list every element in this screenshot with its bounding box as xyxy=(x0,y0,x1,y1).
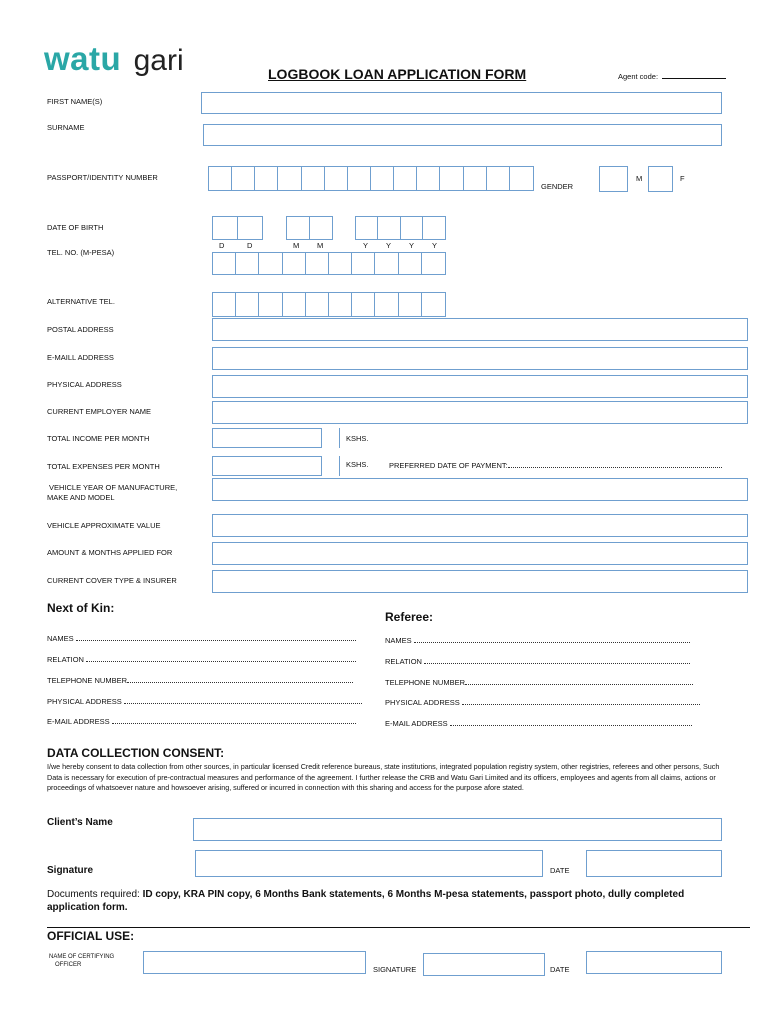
ref-telephone-field[interactable] xyxy=(465,684,693,685)
client-name-label: Client’s Name xyxy=(47,817,113,828)
dob-hint-y4: Y xyxy=(432,241,438,250)
client-date-label: DATE xyxy=(550,866,570,875)
dob-day-field[interactable] xyxy=(212,216,263,240)
documents-prefix: Documents required: xyxy=(47,889,143,900)
client-date-field[interactable] xyxy=(586,850,722,877)
nok-physical-field[interactable] xyxy=(124,703,362,704)
gender-m-box[interactable] xyxy=(599,166,628,192)
documents-required xyxy=(47,888,727,914)
dob-hint-d2: D xyxy=(247,241,253,250)
income-field[interactable] xyxy=(212,428,322,448)
dob-hint-y1: Y xyxy=(363,241,369,250)
nok-telephone-field[interactable] xyxy=(127,682,353,683)
postal-label: POSTAL ADDRESS xyxy=(47,325,114,334)
official-divider xyxy=(47,927,750,928)
alt-tel-label: ALTERNATIVE TEL. xyxy=(47,297,115,306)
officer-label-2: OFFICER xyxy=(55,962,82,968)
email-label: E-MAILL ADDRESS xyxy=(47,353,114,362)
cover-label: CURRENT COVER TYPE & INSURER xyxy=(47,576,177,585)
amount-months-field[interactable] xyxy=(212,542,748,565)
surname-label: SURNAME xyxy=(47,123,85,132)
gender-label: GENDER xyxy=(541,182,574,191)
expenses-divider xyxy=(339,456,340,476)
employer-field[interactable] xyxy=(212,401,748,424)
income-kshs: KSHS. xyxy=(346,434,369,443)
dob-hint-m2: M xyxy=(317,241,324,250)
ref-names-field[interactable] xyxy=(414,642,690,643)
ref-email-field[interactable] xyxy=(450,725,692,726)
passport-field[interactable] xyxy=(208,166,534,191)
official-signature-label: SIGNATURE xyxy=(373,965,417,974)
ref-physical-field[interactable] xyxy=(462,704,700,705)
nok-relation: RELATION xyxy=(47,655,356,664)
preferred-date-field[interactable] xyxy=(508,467,722,468)
official-date-label: DATE xyxy=(550,965,570,974)
vehicle-year-field[interactable] xyxy=(212,478,748,501)
dob-hint-y3: Y xyxy=(409,241,415,250)
expenses-kshs: KSHS. xyxy=(346,460,369,469)
consent-heading: DATA COLLECTION CONSENT: xyxy=(47,746,225,760)
form-title: LOGBOOK LOAN APPLICATION FORM xyxy=(268,66,527,82)
email-field[interactable] xyxy=(212,347,748,370)
agent-code-field[interactable] xyxy=(662,78,726,79)
officer-name-field[interactable] xyxy=(143,951,366,974)
client-signature-field[interactable] xyxy=(195,850,543,877)
income-divider xyxy=(339,428,340,448)
tel-label: TEL. NO. (M-PESA) xyxy=(47,248,115,257)
ref-telephone: TELEPHONE NUMBER xyxy=(385,678,693,687)
officer-label-1: NAME OF CERTIFYING xyxy=(49,954,115,960)
nok-email-field[interactable] xyxy=(112,723,356,724)
nok-names: NAMES xyxy=(47,634,356,643)
ref-email: E-MAIL ADDRESS xyxy=(385,719,692,728)
gender-m-label: M xyxy=(636,174,643,183)
physical-field[interactable] xyxy=(212,375,748,398)
referee-heading: Referee: xyxy=(385,610,434,624)
next-of-kin-heading: Next of Kin: xyxy=(47,601,115,615)
ref-physical: PHYSICAL ADDRESS xyxy=(385,698,700,707)
preferred-date: PREFERRED DATE OF PAYMENT: xyxy=(389,461,722,470)
logo-gari: gari xyxy=(133,44,184,77)
amount-months-label: AMOUNT & MONTHS APPLIED FOR xyxy=(47,548,173,557)
employer-label: CURRENT EMPLOYER NAME xyxy=(47,407,152,416)
dob-hint-y2: Y xyxy=(386,241,392,250)
nok-names-field[interactable] xyxy=(76,640,356,641)
cover-field[interactable] xyxy=(212,570,748,593)
logo-watu: watu xyxy=(44,40,122,77)
official-date-field[interactable] xyxy=(586,951,722,974)
nok-physical: PHYSICAL ADDRESS xyxy=(47,697,362,706)
dob-hint-d1: D xyxy=(219,241,225,250)
nok-email: E-MAIL ADDRESS xyxy=(47,717,356,726)
official-heading: OFFICIAL USE: xyxy=(47,929,135,943)
gender-f-label: F xyxy=(680,174,685,183)
passport-label: PASSPORT/IDENTITY NUMBER xyxy=(47,173,158,182)
vehicle-value-field[interactable] xyxy=(212,514,748,537)
nok-relation-field[interactable] xyxy=(86,661,356,662)
alt-tel-field[interactable] xyxy=(212,292,446,317)
tel-field[interactable] xyxy=(212,252,446,275)
ref-relation: RELATION xyxy=(385,657,690,666)
nok-telephone: TELEPHONE NUMBER xyxy=(47,676,353,685)
dob-month-field[interactable] xyxy=(286,216,333,240)
dob-year-field[interactable] xyxy=(355,216,446,240)
agent-code: Agent code: xyxy=(618,72,726,81)
ref-names: NAMES xyxy=(385,636,690,645)
client-signature-label: Signature xyxy=(47,865,94,876)
vehicle-value-label: VEHICLE APPROXIMATE VALUE xyxy=(47,521,161,530)
dob-hint-m1: M xyxy=(293,241,300,250)
client-name-field[interactable] xyxy=(193,818,722,841)
physical-label: PHYSICAL ADDRESS xyxy=(47,380,122,389)
dob-label: DATE OF BIRTH xyxy=(47,223,104,232)
first-names-label: FIRST NAME(S) xyxy=(47,97,103,106)
ref-relation-field[interactable] xyxy=(424,663,690,664)
vehicle-year-label-1: VEHICLE YEAR OF MANUFACTURE, xyxy=(49,483,178,492)
expenses-label: TOTAL EXPENSES PER MONTH xyxy=(47,462,160,471)
income-label: TOTAL INCOME PER MONTH xyxy=(47,434,150,443)
gender-f-box[interactable] xyxy=(648,166,673,192)
documents-items: ID copy, KRA PIN copy, 6 Months Bank statements, 6 Months M-pesa statements, passport photo, dully completed application form. xyxy=(47,889,685,913)
logo xyxy=(44,40,184,78)
vehicle-year-label-2: MAKE AND MODEL xyxy=(47,493,115,502)
consent-text: I/we hereby consent to data collection from other sources, in particular licensed Credit reference bureaus, state institutions, integrated population registry system, other registries, referees and other persons, Such Data is necessary for execution of pre-contractual measures and performance of the agreement. I further release the CRB and Watu Gari Limited and its officers, employees and agents from all claims, actions or proceedings of whatsoever nature and howsoever arising, suffered or incurred in connection with this sharing and access for the purpose afore stated. xyxy=(47,762,720,792)
expenses-field[interactable] xyxy=(212,456,322,476)
official-signature-field[interactable] xyxy=(423,953,545,976)
first-names-field[interactable] xyxy=(201,92,722,114)
surname-field[interactable] xyxy=(203,124,722,146)
postal-field[interactable] xyxy=(212,318,748,341)
